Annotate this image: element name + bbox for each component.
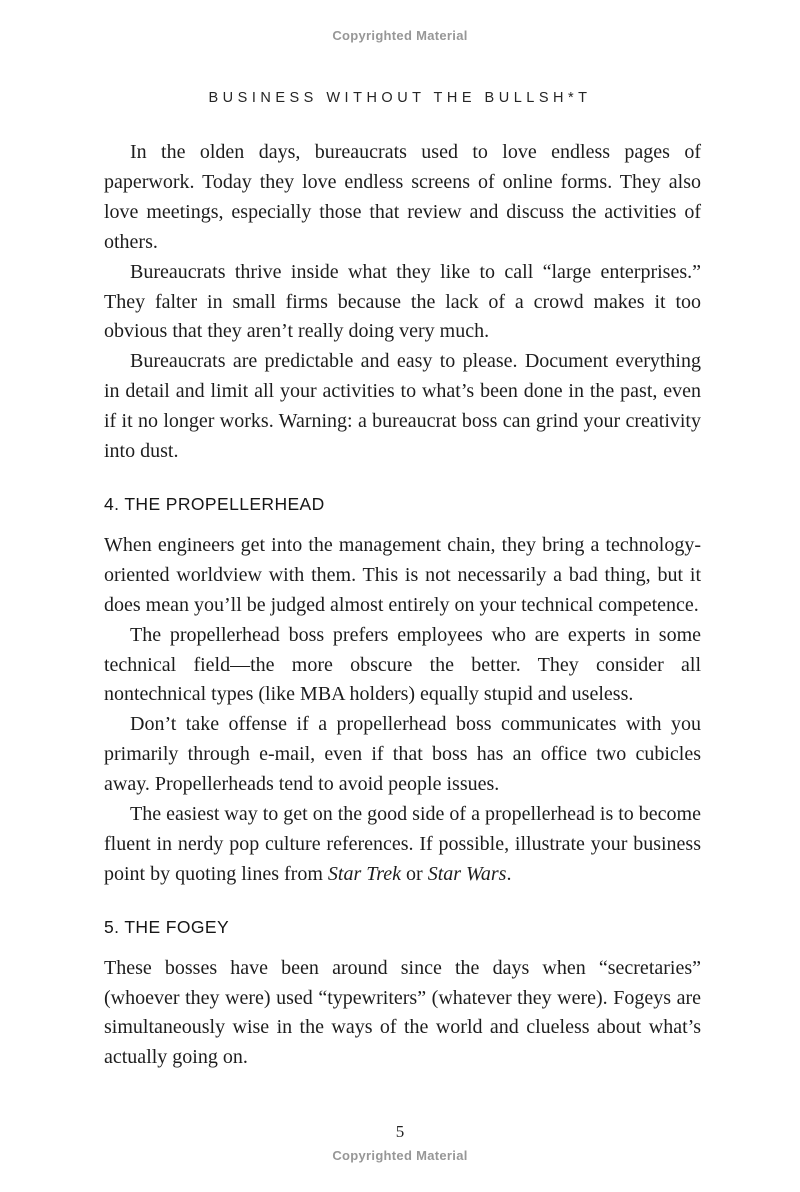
paragraph-text: .: [506, 862, 512, 885]
section-heading-propellerhead: 4. THE PROPELLERHEAD: [104, 493, 325, 514]
paragraph-bureaucrats-2: Bureaucrats thrive inside what they like to call “large enterprises.” They falter in small firms because the lack of a crowd makes it too obvious that they aren’t really doing very much.: [104, 260, 701, 343]
paragraph-propellerhead-1: When engineers get into the management chain, they bring a technology-oriented worldview with them. This is not necessarily a bad thing, but it does mean you’ll be judged almost entirely on your technical competence.: [104, 533, 701, 616]
paragraph-propellerhead-4: [104, 800, 701, 890]
paragraph-bureaucrats-1: In the olden days, bureaucrats used to love endless pages of paperwork. Today they love endless screens of online forms. They also love meetings, especially those that review and discuss the activities of others.: [104, 141, 701, 253]
cited-title-star-trek: Star Trek: [327, 862, 402, 885]
page-body: [104, 138, 701, 1073]
page-number: 5: [395, 1122, 405, 1141]
cited-title-star-wars: Star Wars: [427, 862, 507, 885]
copyright-notice-bottom: Copyrighted Material: [332, 1148, 468, 1163]
paragraph-propellerhead-2: The propellerhead boss prefers employees who are experts in some technical field—the more obscure the better. They consider all nontechnical types (like MBA holders) equally stupid and useless.: [104, 623, 701, 706]
paragraph-text: or: [401, 862, 428, 885]
running-header-book-title: BUSINESS WITHOUT THE BULLSH*T: [208, 90, 592, 106]
paragraph-text: The easiest way to get on the good side of a propellerhead is to become fluent in nerdy pop culture references. If possible, illustrate your business point by quoting lines from: [104, 803, 701, 885]
paragraph-fogey-1: These bosses have been around since the days when “secretaries” (whoever they were) used “typewriters” (whatever they were). Fogeys are simultaneously wise in the ways of the world and clueless about what’s actually going on.: [104, 956, 701, 1069]
section-heading-fogey: 5. THE FOGEY: [104, 916, 230, 937]
paragraph-bureaucrats-3: Bureaucrats are predictable and easy to please. Document everything in detail and limit all your activities to what’s been done in the past, even if it no longer works. Warning: a bureaucrat boss can grind your creativity into dust.: [104, 350, 701, 463]
paragraph-propellerhead-3: Don’t take offense if a propellerhead boss communicates with you primarily through e-mail, even if that boss has an office two cubicles away. Propellerheads tend to avoid people issues.: [104, 713, 701, 796]
copyright-notice-top: Copyrighted Material: [332, 28, 468, 43]
